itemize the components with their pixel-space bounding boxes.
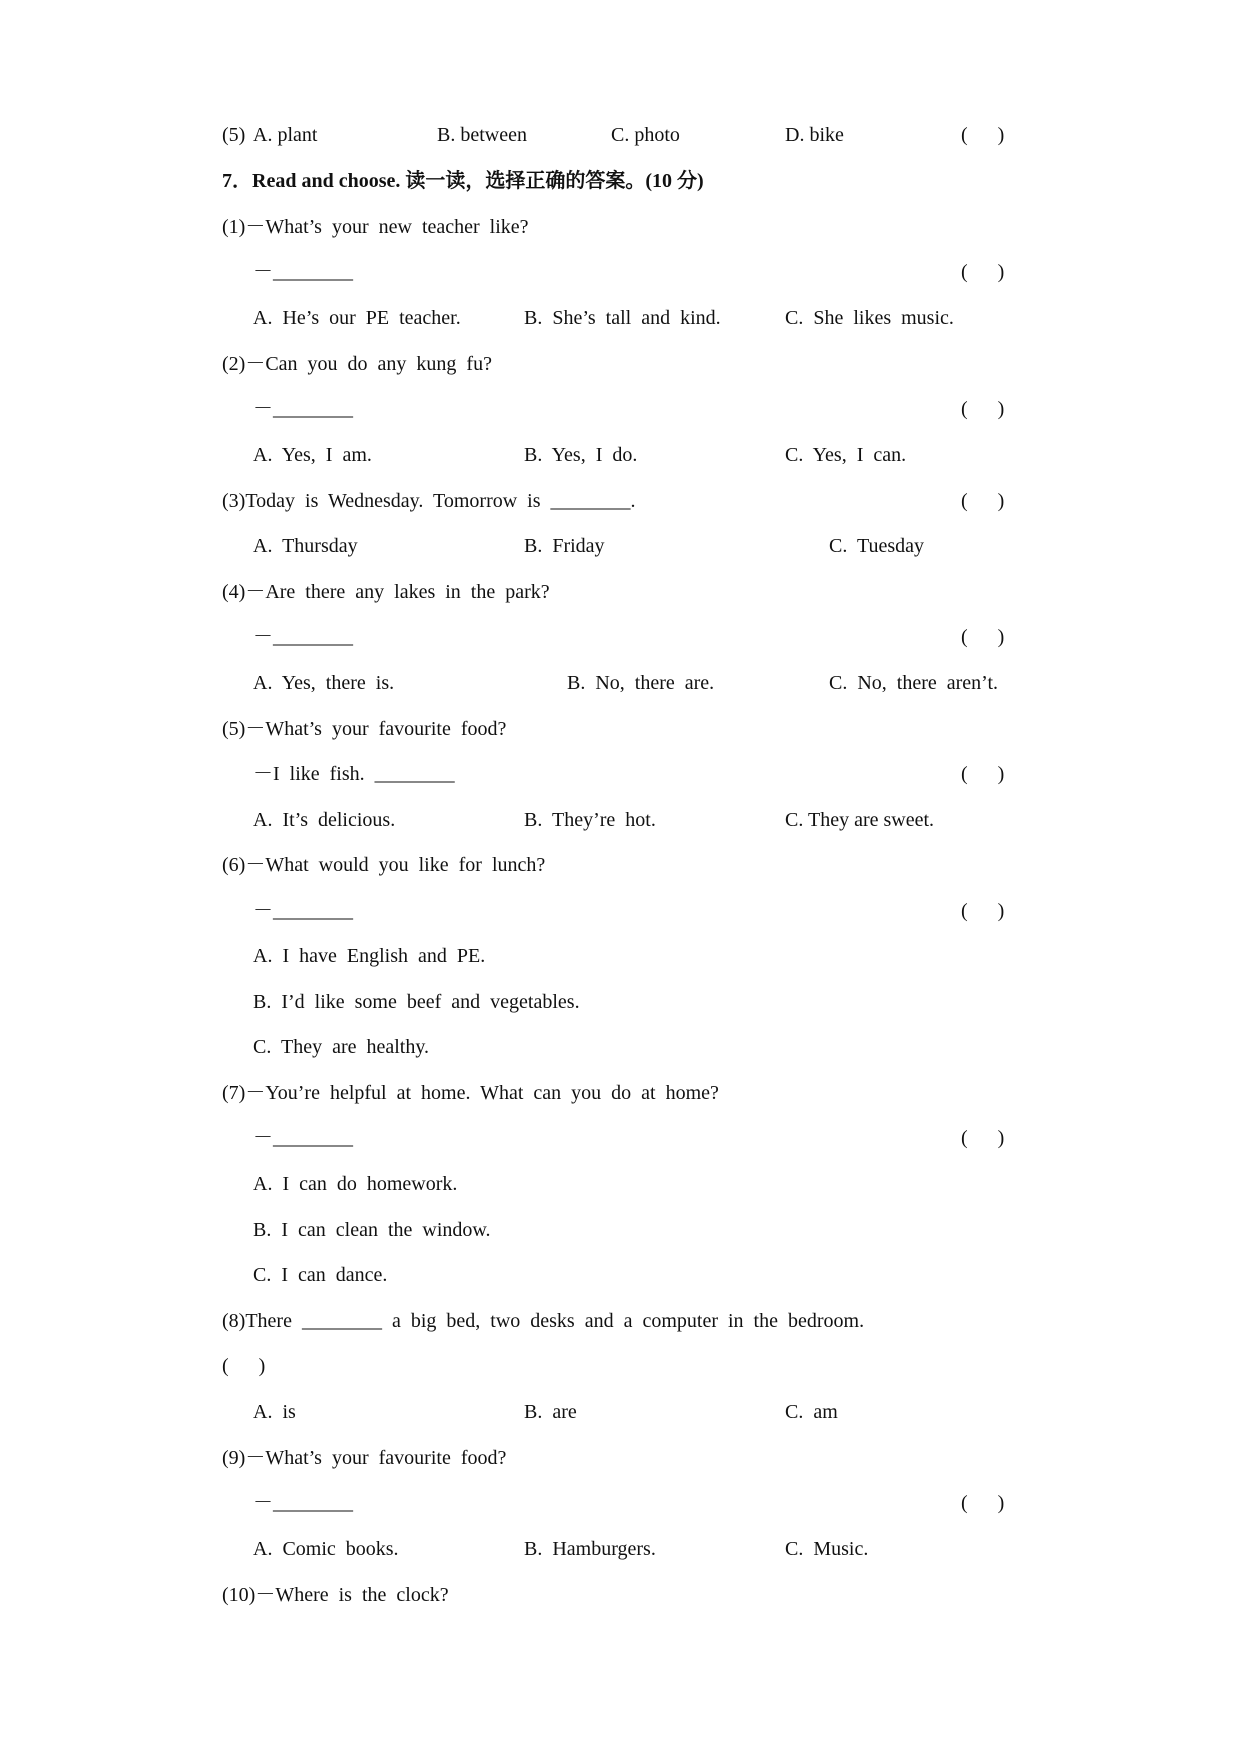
option-b: B. No, there are. — [567, 672, 715, 694]
section-heading: 7．Read and choose. 读一读，选择正确的答案。(10 分) — [222, 170, 704, 192]
answer-line: －________ — [253, 1127, 353, 1149]
option-a: A. Thursday — [253, 535, 358, 557]
question-stem: (7)－You’re helpful at home. What can you do at home? — [222, 1082, 719, 1104]
option-b: B. I can clean the window. — [253, 1219, 491, 1241]
option-c: C. Tuesday — [829, 535, 925, 557]
answer-paren: ( ) — [961, 763, 1005, 785]
option-b: B. Friday — [524, 535, 605, 557]
answer-line: －________ — [253, 626, 353, 648]
answer-paren: ( ) — [961, 1127, 1005, 1149]
answer-line: －________ — [253, 1492, 353, 1514]
option-a: A. Yes, I am. — [253, 444, 372, 466]
q6-5-number: (5) — [222, 124, 246, 146]
option-b: B. I’d like some beef and vegetables. — [253, 991, 580, 1013]
option-a: A. I have English and PE. — [253, 945, 486, 967]
answer-paren: ( ) — [961, 626, 1005, 648]
question-stem: (6)－What would you like for lunch? — [222, 854, 546, 876]
option-c: C. She likes music. — [785, 307, 954, 329]
option-b: B. They’re hot. — [524, 809, 656, 831]
answer-paren: ( ) — [222, 1355, 266, 1377]
answer-paren: ( ) — [961, 900, 1005, 922]
question-stem: (1)－What’s your new teacher like? — [222, 216, 529, 238]
q6-5-option-b: B. between — [437, 124, 527, 146]
option-c: C. am — [785, 1401, 838, 1423]
question-stem: (9)－What’s your favourite food? — [222, 1447, 507, 1469]
option-c: C. No, there aren’t. — [829, 672, 999, 694]
option-c: C. They are sweet. — [785, 809, 935, 831]
q6-5-option-c: C. photo — [611, 124, 680, 146]
option-b: B. are — [524, 1401, 577, 1423]
question-stem: (4)－Are there any lakes in the park? — [222, 581, 550, 603]
question-stem: (10)－Where is the clock? — [222, 1584, 449, 1606]
option-b: B. Yes, I do. — [524, 444, 638, 466]
answer-paren: ( ) — [961, 490, 1005, 512]
option-c: C. Yes, I can. — [785, 444, 907, 466]
option-b: B. Hamburgers. — [524, 1538, 656, 1560]
option-a: A. Comic books. — [253, 1538, 399, 1560]
answer-paren: ( ) — [961, 261, 1005, 283]
answer-line: －________ — [253, 900, 353, 922]
question-stem: (2)－Can you do any kung fu? — [222, 353, 492, 375]
answer-line: －________ — [253, 261, 353, 283]
option-c: C. Music. — [785, 1538, 869, 1560]
answer-paren: ( ) — [961, 1492, 1005, 1514]
question-stem: (3)Today is Wednesday. Tomorrow is ________. — [222, 490, 636, 512]
answer-paren: ( ) — [961, 398, 1005, 420]
answer-paren: ( ) — [961, 124, 1005, 146]
question-stem: (5)－What’s your favourite food? — [222, 718, 507, 740]
answer-line: －________ — [253, 398, 353, 420]
q6-5-option-a: A. plant — [253, 124, 318, 146]
option-c: C. They are healthy. — [253, 1036, 430, 1058]
q6-5-option-d: D. bike — [785, 124, 844, 146]
option-a: A. Yes, there is. — [253, 672, 395, 694]
option-b: B. She’s tall and kind. — [524, 307, 721, 329]
option-a: A. is — [253, 1401, 296, 1423]
option-c: C. I can dance. — [253, 1264, 388, 1286]
answer-line: －I like fish. ________ — [253, 763, 455, 785]
option-a: A. It’s delicious. — [253, 809, 396, 831]
question-stem: (8)There ________ a big bed, two desks and a computer in the bedroom. — [222, 1310, 865, 1332]
option-a: A. I can do homework. — [253, 1173, 458, 1195]
option-a: A. He’s our PE teacher. — [253, 307, 461, 329]
